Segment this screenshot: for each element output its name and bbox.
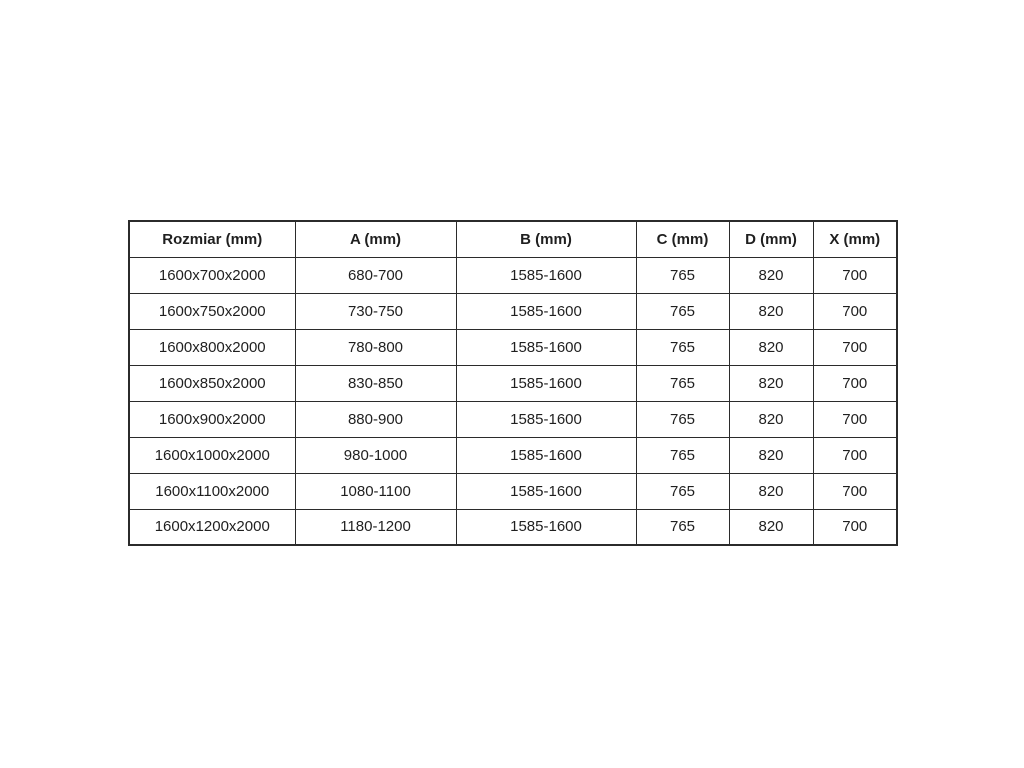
table-cell: 765 [636,257,729,293]
table-cell: 1600x800x2000 [129,329,295,365]
table-cell: 880-900 [295,401,456,437]
table-cell: 1585-1600 [456,509,636,545]
table-cell: 1585-1600 [456,257,636,293]
table-row [129,473,897,509]
table-cell: 820 [729,437,813,473]
table-cell: 700 [813,329,897,365]
table-cell: 1600x700x2000 [129,257,295,293]
table-cell: 765 [636,365,729,401]
table-cell: 700 [813,401,897,437]
table-cell: 1600x850x2000 [129,365,295,401]
table-cell: 1600x1100x2000 [129,473,295,509]
table-cell: 765 [636,509,729,545]
table-cell: 820 [729,473,813,509]
table-cell: 700 [813,437,897,473]
table-cell: 820 [729,365,813,401]
table-cell: 1600x1200x2000 [129,509,295,545]
size-specification-table [128,220,898,546]
table-row [129,401,897,437]
table-cell: 1585-1600 [456,365,636,401]
header-a: A (mm) [295,221,456,257]
table-cell: 820 [729,509,813,545]
table-cell: 700 [813,293,897,329]
header-x: X (mm) [813,221,897,257]
table-cell: 1585-1600 [456,293,636,329]
table-cell: 830-850 [295,365,456,401]
table-cell: 765 [636,329,729,365]
table-cell: 1585-1600 [456,401,636,437]
table-cell: 765 [636,437,729,473]
table-row [129,293,897,329]
table-row [129,365,897,401]
table-cell: 680-700 [295,257,456,293]
header-c: C (mm) [636,221,729,257]
table-cell: 765 [636,473,729,509]
table-cell: 1585-1600 [456,437,636,473]
table-cell: 700 [813,257,897,293]
table-cell: 700 [813,473,897,509]
table-cell: 820 [729,293,813,329]
table-cell: 1600x900x2000 [129,401,295,437]
table-row [129,329,897,365]
header-b: B (mm) [456,221,636,257]
table-cell: 700 [813,365,897,401]
table-cell: 820 [729,401,813,437]
table-cell: 1080-1100 [295,473,456,509]
table-cell: 980-1000 [295,437,456,473]
table-row [129,509,897,545]
table-cell: 1585-1600 [456,473,636,509]
table-header-row [129,221,897,257]
table-cell: 1585-1600 [456,329,636,365]
header-d: D (mm) [729,221,813,257]
table-cell: 765 [636,293,729,329]
table-cell: 765 [636,401,729,437]
table-cell: 1600x750x2000 [129,293,295,329]
table-cell: 1180-1200 [295,509,456,545]
table-cell: 780-800 [295,329,456,365]
header-rozmiar: Rozmiar (mm) [129,221,295,257]
table-row [129,257,897,293]
table-cell: 730-750 [295,293,456,329]
table-cell: 1600x1000x2000 [129,437,295,473]
table-row [129,437,897,473]
table-cell: 820 [729,257,813,293]
table-cell: 820 [729,329,813,365]
table-cell: 700 [813,509,897,545]
